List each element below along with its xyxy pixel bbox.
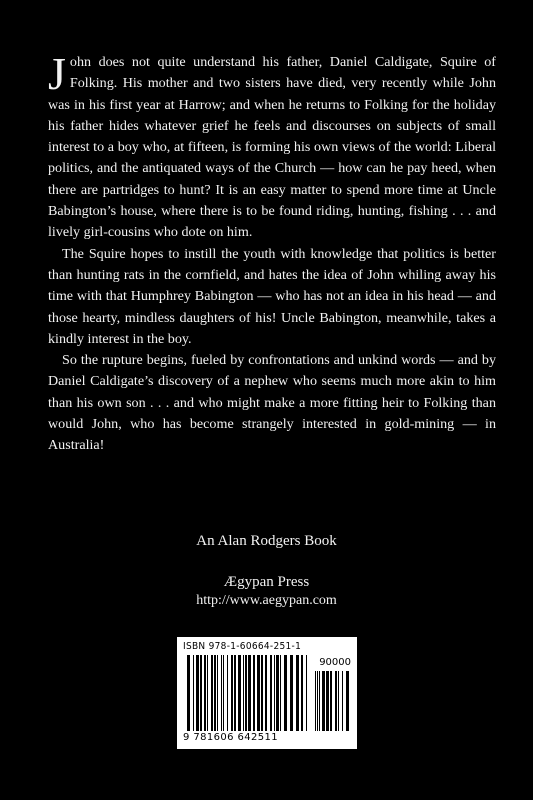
barcode-bar: [342, 671, 343, 731]
barcode-bar: [204, 655, 206, 731]
publisher-url: http://www.aegypan.com: [196, 593, 337, 608]
price-code: 90000: [319, 657, 351, 668]
barcode-bar: [207, 655, 208, 731]
publisher-name: Ægypan Press: [223, 574, 310, 590]
publisher-block: [0, 574, 533, 609]
barcode-bar: [257, 655, 260, 731]
blurb-paragraph-1-text: ohn does not quite understand his father, Daniel Caldigate, Squire of Folking. His mother and two sisters have died, very recently while John was in his first year at Harrow; and when he returns to Folking for the holiday his father hides whatever grief he feels and discourses on subjects of small interest to a boy who, at fifteen, is forming his own views of the world: Liberal politics, and the antiquated ways of the Church — how can he pay heed, when there are partridges to hunt? It is an easy matter to spend more time at Uncle Babington’s house, where there is to be found riding, hunting, fishing . . . and lively girl-cousins who dote on him.: [48, 54, 496, 241]
barcode-bar: [211, 655, 213, 731]
barcode-bar: [326, 671, 329, 731]
ean-digits: 9 781606 642511: [183, 732, 279, 743]
back-cover-blurb: [48, 48, 496, 457]
barcode-bar: [276, 655, 279, 731]
blurb-paragraph-3: So the rupture begins, fueled by confrontations and unkind words — and by Daniel Caldigate’s discovery of a nephew who seems much more akin to him than his own son . . . and who might make a more fitting heir to Folking than would John, who has become strangely interested in gold-mining — in Australia!: [48, 352, 496, 454]
barcode-bar: [214, 655, 216, 731]
barcode-bar: [296, 655, 299, 731]
isbn-barcode: [177, 637, 357, 749]
barcode-bar: [338, 671, 339, 731]
barcode-bar: [245, 655, 247, 731]
barcode-bar: [319, 671, 320, 731]
barcode-bar: [284, 655, 287, 731]
barcode-bar: [187, 655, 190, 731]
barcode-bar: [301, 655, 303, 731]
barcode-bar: [270, 655, 272, 731]
barcode-bar: [253, 655, 255, 731]
barcode-bar: [221, 655, 222, 731]
barcode-bar: [200, 655, 202, 731]
barcode-bar: [330, 671, 332, 731]
imprint-line: An Alan Rodgers Book: [196, 533, 337, 549]
barcode-bar: [227, 655, 228, 731]
barcode-bar: [234, 655, 236, 731]
barcode-bar: [280, 655, 281, 731]
barcode-bar: [317, 671, 318, 731]
barcode-bar: [335, 671, 337, 731]
barcode-bar: [290, 655, 293, 731]
barcode-bar: [223, 655, 224, 731]
barcode-bar: [274, 655, 275, 731]
barcode-bar: [306, 655, 307, 731]
barcode-bar: [238, 655, 241, 731]
drop-cap: J: [48, 48, 66, 99]
barcode-bar: [248, 655, 251, 731]
blurb-paragraph-1: [48, 48, 496, 244]
isbn-label: ISBN 978-1-60664-251-1: [183, 641, 302, 652]
barcode-bar: [196, 655, 199, 731]
barcode-bar: [193, 655, 194, 731]
barcode-bar: [315, 671, 316, 731]
barcode-bar: [231, 655, 233, 731]
barcode-bar: [217, 655, 218, 731]
barcode-bar: [243, 655, 244, 731]
barcode-bar: [261, 655, 263, 731]
barcode-bar: [322, 671, 325, 731]
barcode-bar: [265, 655, 267, 731]
blurb-paragraph-2: The Squire hopes to instill the youth with knowledge that politics is better than hunting rats in the cornfield, and hates the idea of John whiling away his time with that Humphrey Babington — who has not an idea in his head — and those hearty, mindless daughters of his! Uncle Babington, meanwhile, takes a kindly interest in the boy.: [48, 245, 496, 347]
barcode-bar: [346, 671, 349, 731]
